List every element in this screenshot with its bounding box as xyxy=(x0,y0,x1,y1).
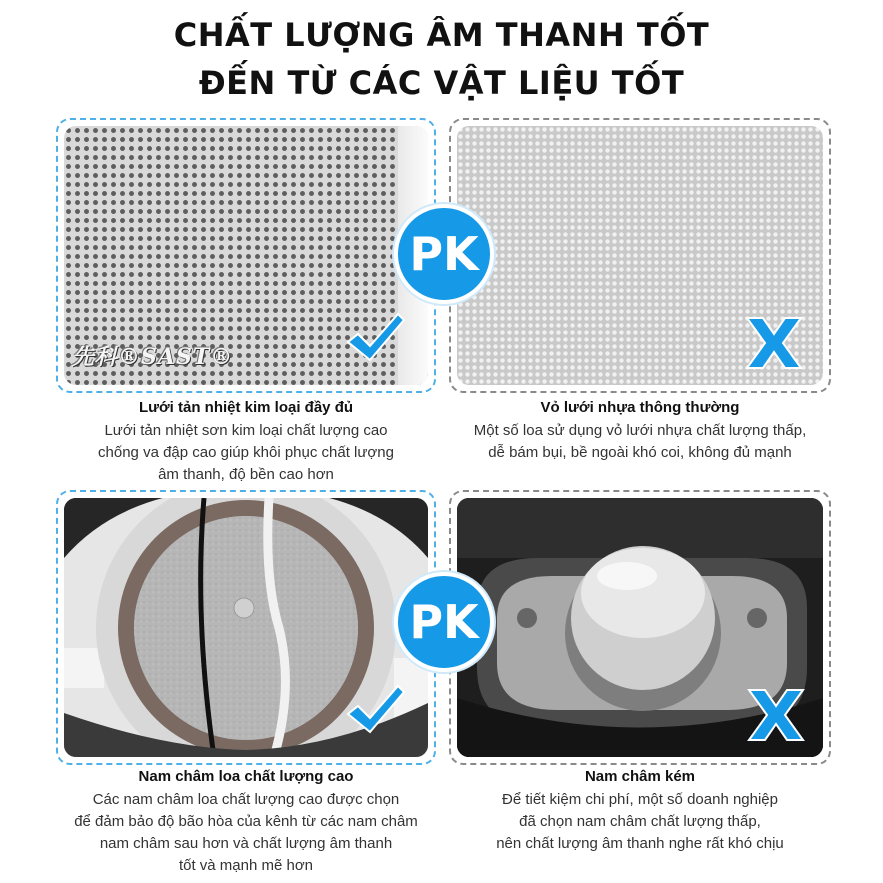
description-line: nam châm sau hơn và chất lượng âm thanh xyxy=(99,835,393,852)
metal-grille-heading: Lưới tản nhiệt kim loại đầy đủ xyxy=(138,399,354,416)
plastic-mesh-heading: Vỏ lưới nhựa thông thường xyxy=(540,399,740,416)
cross-icon xyxy=(745,686,807,744)
description-line: âm thanh, độ bền cao hơn xyxy=(158,466,334,483)
plastic-mesh-description xyxy=(434,420,846,464)
description-line: chống va đập cao giúp khôi phục chất lượng xyxy=(98,444,394,461)
good-magnet-description xyxy=(30,789,462,877)
description-line: Các nam châm loa chất lượng cao được chọn xyxy=(92,791,400,808)
plastic-mesh-image xyxy=(457,126,823,385)
poor-magnet-description xyxy=(440,789,840,855)
cross-icon xyxy=(743,314,805,372)
poor-magnet-image xyxy=(457,498,823,757)
good-magnet-heading: Nam châm loa chất lượng cao xyxy=(138,768,354,785)
description-line: dễ bám bụi, bề ngoài khó coi, không đủ mạnh xyxy=(488,444,792,461)
description-line: Lưới tản nhiệt sơn kim loại chất lượng cao xyxy=(104,422,388,439)
title-line-1: CHẤT LƯỢNG ÂM THANH TỐT xyxy=(173,16,710,54)
check-icon xyxy=(346,684,406,736)
check-icon xyxy=(346,312,406,364)
metal-grille-image xyxy=(64,126,428,385)
pk-badge-top: PK xyxy=(394,204,494,304)
poor-magnet-heading: Nam châm kém xyxy=(584,768,696,785)
description-line: nên chất lượng âm thanh nghe rất khó chịu xyxy=(496,835,784,852)
description-line: đã chọn nam châm chất lượng thấp, xyxy=(519,813,761,830)
title-line-2: ĐẾN TỪ CÁC VẬT LIỆU TỐT xyxy=(198,64,685,102)
brand-logo: 先科®SAST® xyxy=(72,344,234,370)
description-line: Để tiết kiệm chi phí, một số doanh nghiệp xyxy=(502,791,778,808)
pk-badge-bottom: PK xyxy=(394,572,494,672)
metal-grille-description xyxy=(46,420,446,486)
good-magnet-image xyxy=(64,498,428,757)
description-line: để đảm bảo độ bão hòa của kênh từ các nam châm xyxy=(74,813,418,830)
description-line: Một số loa sử dụng vỏ lưới nhựa chất lượng thấp, xyxy=(473,422,807,439)
description-line: tốt và mạnh mẽ hơn xyxy=(178,857,314,874)
